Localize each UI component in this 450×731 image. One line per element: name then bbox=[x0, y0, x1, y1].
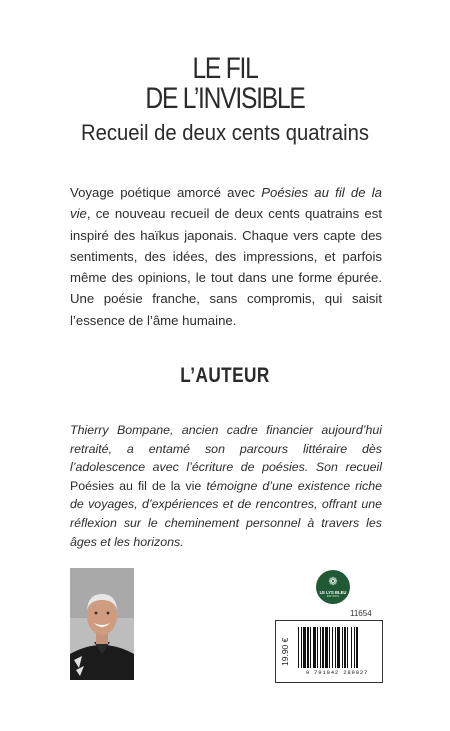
publisher-name: LE LYS BLEU bbox=[319, 589, 347, 595]
book-title-line2: DE L’INVISIBLE bbox=[145, 82, 305, 115]
book-blurb bbox=[70, 182, 382, 331]
author-heading: L’AUTEUR bbox=[180, 364, 270, 387]
blurb-prior-book-title: Poésies au fil de la vie bbox=[70, 185, 382, 222]
book-title-line1: LE FIL bbox=[192, 52, 258, 85]
publisher-logo bbox=[316, 570, 350, 604]
author-photo bbox=[70, 568, 134, 680]
product-code: 11654 bbox=[350, 609, 372, 618]
barcode-icon bbox=[298, 627, 376, 668]
publisher-tagline: ÉDITIONS bbox=[326, 594, 340, 598]
author-bio bbox=[70, 421, 382, 551]
bio-text-rest: témoigne d’une existence riche de voyages, d’expériences et de rencontres, offrant une réflexion sur le cheminement personnel à travers les âges et les horizons. bbox=[70, 478, 382, 549]
isbn-number: 9 791042 289027 bbox=[305, 669, 369, 676]
lily-icon: ❁ bbox=[328, 575, 338, 588]
book-subtitle: Recueil de deux cents quatrains bbox=[80, 120, 370, 145]
author-portrait-image bbox=[70, 568, 134, 680]
bio-text-start: Thierry Bompane, ancien cadre financier aujourd’hui retraité, a entamé son parcours littéraire dès l’adolescence avec l’écriture de poésies. Son recueil bbox=[70, 423, 382, 475]
price-label bbox=[277, 638, 295, 666]
price-text: 19.90 € bbox=[280, 637, 290, 666]
bio-book-title: Poésies au fil de la vie bbox=[70, 478, 202, 493]
blurb-text-rest: , ce nouveau recueil de deux cents quatrains est inspiré des haïkus japonais. Chaque vers capte des sentiments, des idées, des impressions, et parfois même des opinions, le tout dans une forme épurée. Une poésie franche, sans compromis, qui saisit l’essence de l’âme humaine. bbox=[70, 206, 382, 328]
blurb-text-start: Voyage poétique amorcé avec bbox=[70, 185, 262, 200]
